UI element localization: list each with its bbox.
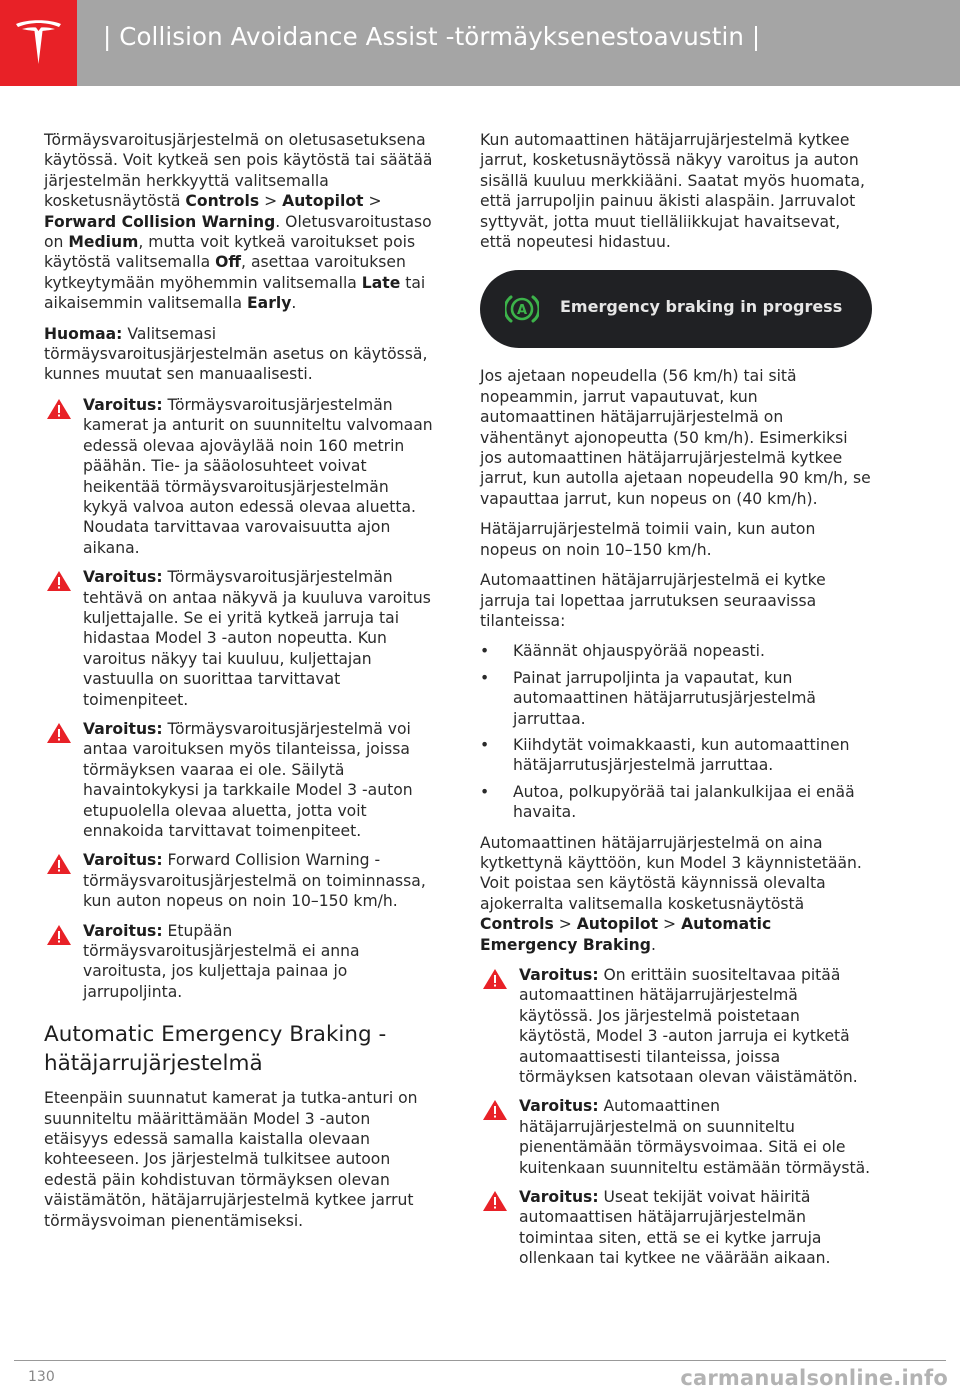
warning-text: On erittäin suositeltavaa pitää automaattinen hätäjarrujärjestelmä käytössä. Jos järjestelmä poistetaan käytöstä, Model 3 -auton jarruja ei kytketä automaattisesti tilanteissa, joissa törmäyksen katsotaan olevan väistämätön. bbox=[519, 966, 858, 1087]
aeb-path-item: Automatic Emergency Braking bbox=[480, 915, 772, 954]
emergency-braking-banner bbox=[480, 270, 872, 348]
fcw-settings-paragraph bbox=[44, 130, 436, 314]
text-run: . Oletusvaroitustaso on bbox=[44, 212, 432, 252]
warning-triangle-icon bbox=[482, 1099, 508, 1121]
warning-block bbox=[480, 1187, 872, 1269]
bullet-marker: • bbox=[480, 642, 490, 661]
warning-block bbox=[44, 719, 436, 841]
warning-text: Forward Collision Warning -törmäysvaroitusjärjestelmä on toiminnassa, kun auton nopeus on noin 10–150 km/h. bbox=[83, 851, 426, 911]
exceptions-list bbox=[480, 641, 872, 822]
bullet-marker: • bbox=[480, 782, 490, 801]
warning-text: Etupään törmäysvaroitusjärjestelmä ei anna varoitusta, jos kuljettaja painaa jo jarrupoljinta. bbox=[83, 921, 360, 1001]
list-item-text: Autoa, polkupyörää tai jalankulkijaa ei enää havaita. bbox=[513, 782, 855, 822]
list-item-text: Painat jarrupoljinta ja vapautat, kun automaattinen hätäjarrutusjärjestelmä jarruttaa. bbox=[513, 668, 816, 728]
text-run: > bbox=[363, 192, 382, 211]
text-run: Törmäysvaroitusjärjestelmä on oletusasetuksena käytössä. Voit kytkeä sen pois käytöstä tai säätää järjestelmän herkkyyttä valitsemalla kosketusnäytöstä bbox=[44, 131, 433, 211]
warning-block bbox=[480, 1096, 872, 1178]
list-item bbox=[480, 641, 872, 661]
aeb-alert-paragraph: Kun automaattinen hätäjarrujärjestelmä kytkee jarrut, kosketusnäytössä näkyy varoitus ja auton sisällä kuuluu merkkiääni. Saatat myös huomata, että jarrupoljin painuu äkisti alaspäin. Jarruvalot syttyvät, jotta muut tielläliikkujat havaitsevat, että nopeutesi hidastuu. bbox=[480, 131, 865, 252]
warning-label: Varoitus: bbox=[83, 851, 163, 870]
warning-block bbox=[44, 921, 436, 1003]
early-option: Early bbox=[247, 294, 292, 313]
text-run: , mutta voit kytkeä varoitukset pois käytöstä valitsemalla bbox=[44, 233, 416, 272]
warning-block bbox=[480, 965, 872, 1087]
right-column bbox=[480, 130, 872, 1278]
aeb-intro-paragraph: Eteenpäin suunnatut kamerat ja tutka-anturi on suunniteltu määrittämään Model 3 -auton etäisyys edessä samalla kaistalla olevaan kohteeseen. Jos järjestelmä tulkitsee autoon edestä päin kohdistuvan törmäyksen olevan väistämätön, hätäjarrujärjestelmä kytkee jarrut törmäysvoiman pienentämiseksi. bbox=[44, 1089, 418, 1230]
warning-block bbox=[44, 567, 436, 710]
warning-text: Automaattinen hätäjarrujärjestelmä on suunniteltu pienentämään törmäysvoimaa. Sitä ei ole kuitenkaan suunniteltu estämään törmäystä. bbox=[519, 1097, 871, 1177]
text-run: > bbox=[658, 915, 682, 934]
section-heading: Automatic Emergency Braking -hätäjarrujärjestelmä bbox=[44, 1022, 387, 1077]
text-run: > bbox=[259, 192, 283, 211]
warning-label: Varoitus: bbox=[83, 719, 163, 738]
warning-label: Varoitus: bbox=[519, 1097, 599, 1116]
text-run: Automaattinen hätäjarrujärjestelmä on aina kytkettynä käyttöön, kun Model 3 käynnistetään. Voit poistaa sen käytöstä käynnissä olevalta ajokerralta valitsemalla kosketusnäytöstä bbox=[480, 833, 862, 913]
banner-icon-letter: A bbox=[516, 303, 528, 319]
warning-triangle-icon bbox=[482, 1190, 508, 1212]
fcw-path-item: Forward Collision Warning bbox=[44, 212, 276, 231]
warning-label: Varoitus: bbox=[83, 395, 163, 414]
off-option: Off bbox=[215, 253, 242, 272]
autopilot-path-item: Autopilot bbox=[282, 192, 364, 211]
controls-path-item: Controls bbox=[185, 192, 260, 211]
warning-triangle-icon bbox=[46, 924, 72, 946]
text-run: . bbox=[650, 935, 656, 954]
text-run: . bbox=[291, 294, 297, 313]
bullet-marker: • bbox=[480, 735, 490, 754]
text-run: , asettaa varoituksen kytkeytymään myöhemmin valitsemalla bbox=[44, 253, 406, 292]
release-speed-paragraph: Jos ajetaan nopeudella (56 km/h) tai sitä nopeammin, jarrut vapautuvat, kun automaattinen hätäjarrujärjestelmä on vähentänyt ajonopeutta (50 km/h). Esimerkiksi jos automaattinen hätäjarrujärjestelmä kytkee jarrut, kun autolla ajetaan nopeudella 90 km/h, se vapauttaa jarrut, kun nopeus on (40 km/h). bbox=[480, 367, 871, 508]
warning-label: Varoitus: bbox=[519, 966, 599, 984]
tesla-logo bbox=[0, 0, 77, 86]
warning-text: Törmäysvaroitusjärjestelmä voi antaa varoituksen myös tilanteissa, joissa törmäyksen vaaraa ei ole. Säilytä havaintokykysi ja tarkkaile Model 3 -auton etupuolella olevaa aluetta, jotta voit ennakoida tarvittavat toimenpiteet. bbox=[83, 719, 413, 840]
warning-triangle-icon bbox=[46, 398, 72, 420]
page-title: | Collision Avoidance Assist -törmäyksenestoavustin | bbox=[103, 22, 761, 51]
list-item-text: Käännät ohjauspyörää nopeasti. bbox=[513, 642, 765, 661]
footer-divider bbox=[14, 1360, 946, 1361]
tesla-t-icon bbox=[13, 18, 64, 68]
warning-label: Varoitus: bbox=[83, 568, 163, 587]
list-item-text: Kiihdytät voimakkaasti, kun automaattinen hätäjarrutusjärjestelmä jarruttaa. bbox=[513, 735, 850, 775]
list-item bbox=[480, 668, 872, 729]
warning-block bbox=[44, 395, 436, 558]
aeb-disable-paragraph bbox=[480, 833, 872, 955]
warning-text: Törmäysvaroitusjärjestelmän tehtävä on antaa näkyvä ja kuuluva varoitus kuljettajalle. Se ei yritä kytkeä jarruja tai hidastaa Model 3 -auton nopeutta. Kun varoitus näkyy tai kuuluu, kuljettajan vastuulla on suorittaa tarvittavat toimenpiteet. bbox=[83, 568, 431, 709]
autopilot-path-item: Autopilot bbox=[576, 915, 659, 934]
warning-block bbox=[44, 850, 436, 911]
autopilot-alert-icon bbox=[505, 294, 539, 324]
medium-option: Medium bbox=[68, 233, 139, 252]
bullet-marker: • bbox=[480, 668, 490, 687]
controls-path-item: Controls bbox=[480, 915, 554, 934]
text-run: tai aikaisemmin valitsemalla bbox=[44, 273, 426, 313]
warning-triangle-icon bbox=[46, 570, 72, 592]
late-option: Late bbox=[361, 273, 401, 292]
warning-triangle-icon bbox=[482, 968, 508, 990]
exceptions-intro-paragraph: Automaattinen hätäjarrujärjestelmä ei kytke jarruja tai lopettaa jarrutuksen seuraavissa tilanteissa: bbox=[480, 571, 826, 630]
warning-triangle-icon bbox=[46, 722, 72, 744]
speed-range-paragraph: Hätäjarrujärjestelmä toimii vain, kun auton nopeus on noin 10–150 km/h. bbox=[480, 520, 816, 559]
note-paragraph bbox=[44, 324, 436, 385]
text-run: > bbox=[553, 915, 577, 934]
warning-label: Varoitus: bbox=[519, 1188, 599, 1207]
warning-text: Törmäysvaroitusjärjestelmän kamerat ja anturit on suunniteltu valvomaan edessä olevaa ajoväylää noin 160 metrin päähän. Tie- ja sääolosuhteet voivat heikentää törmäysvaroitusjärjestelmän kykyä valvoa auton edessä olevaa aluetta. Noudata tarvittavaa varovaisuutta ajon aikana. bbox=[83, 395, 433, 557]
warning-triangle-icon bbox=[46, 853, 72, 875]
note-label: Huomaa: bbox=[44, 324, 123, 343]
warning-text: Useat tekijät voivat häiritä automaattisen hätäjarrujärjestelmän toimintaa siten, että se ei kytke jarruja ollenkaan tai kytkee ne väärään aikaan. bbox=[519, 1188, 831, 1268]
site-watermark: carmanualsonline.info bbox=[680, 1366, 948, 1390]
note-text: Valitsemasi törmäysvaroitusjärjestelmän asetus on käytössä, kunnes muutat sen manuaalisesti. bbox=[44, 324, 428, 384]
page-number: 130 bbox=[28, 1369, 55, 1385]
left-column bbox=[44, 130, 436, 1241]
banner-text: Emergency braking in progress bbox=[560, 297, 843, 317]
list-item bbox=[480, 735, 872, 776]
list-item bbox=[480, 782, 872, 823]
warning-label: Varoitus: bbox=[83, 921, 163, 940]
page-header bbox=[0, 0, 960, 86]
